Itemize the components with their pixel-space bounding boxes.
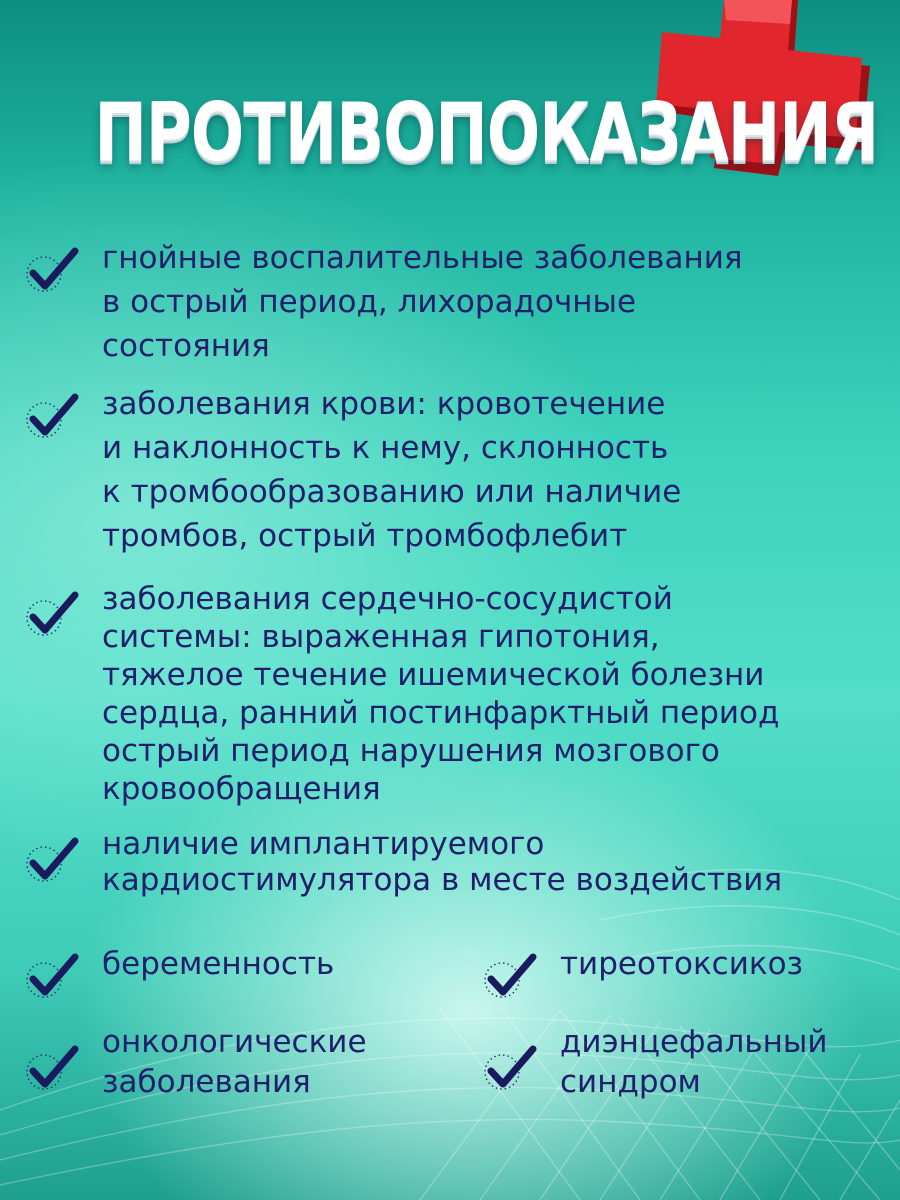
- checkmark-icon: [482, 950, 542, 1000]
- list-item: [24, 1022, 444, 1112]
- checkmark-icon: [24, 1042, 84, 1092]
- list-item: [24, 236, 844, 366]
- item-text: гнойные воспалительные заболевания в острый период, лихорадочные состояния: [102, 240, 743, 364]
- checkmark-icon: [482, 1042, 542, 1092]
- item-text: беременность: [102, 946, 335, 982]
- checkmark-icon: [24, 244, 84, 294]
- list-item: [482, 942, 882, 1002]
- item-text: онкологические заболевания: [102, 1024, 367, 1100]
- item-text: тиреотоксикоз: [560, 946, 804, 982]
- list-item: [24, 580, 864, 806]
- checkmark-icon: [24, 950, 84, 1000]
- checkmark-icon: [24, 588, 84, 638]
- item-text: заболевания сердечно-сосудистой системы: выраженная гипотония, тяжелое течение ишемической болезни сердца, ранний постинфарктный период острый период нарушения мозгового кровообращения: [102, 581, 780, 807]
- item-text: диэнцефальный синдром: [560, 1024, 828, 1100]
- list-item: [24, 826, 864, 916]
- list-item: [24, 942, 424, 1002]
- page-title: ПРОТИВОПОКАЗАНИЯ: [94, 86, 879, 179]
- item-text: наличие имплантируемого кардиостимулятора в месте воздействия: [102, 826, 783, 898]
- list-item: [24, 382, 844, 558]
- checkmark-icon: [24, 834, 84, 884]
- checkmark-icon: [24, 390, 84, 440]
- item-text: заболевания крови: кровотечение и наклонность к нему, склонность к тромбообразованию или наличие тромбов, острый тромбофлебит: [102, 386, 682, 554]
- list-item: [482, 1022, 892, 1112]
